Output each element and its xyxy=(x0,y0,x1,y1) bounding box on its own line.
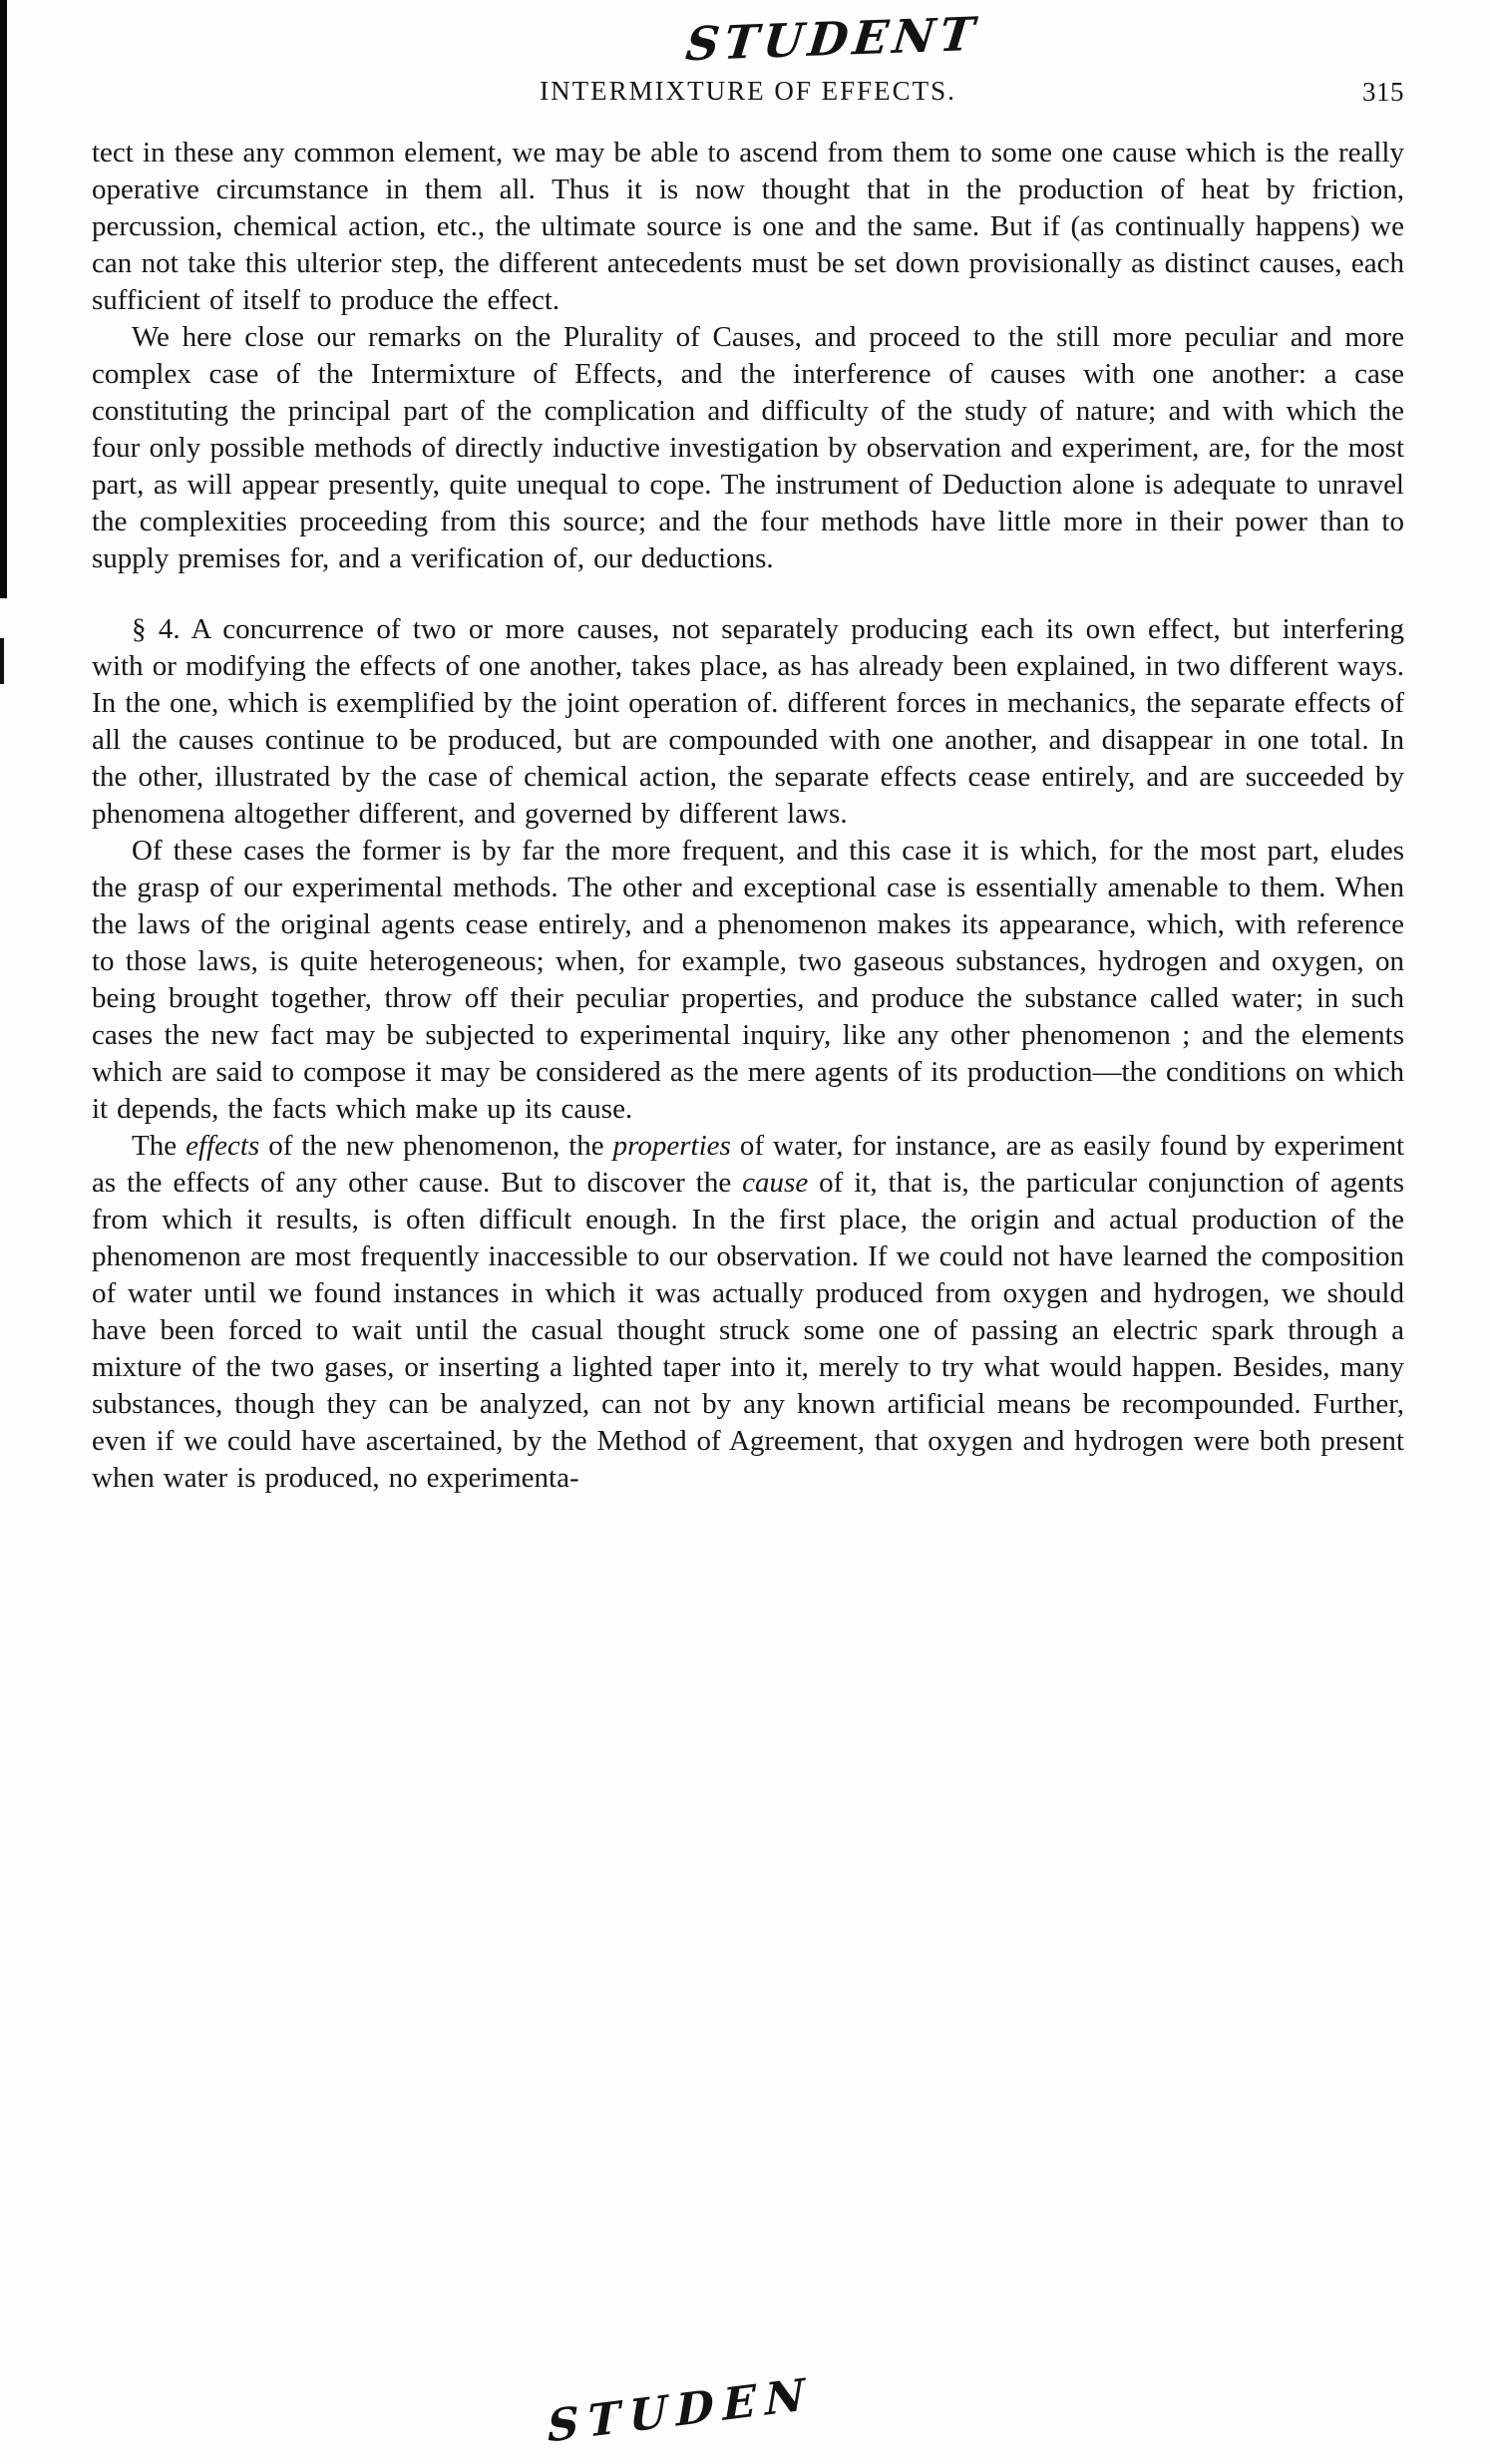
student-stamp-bottom: STUDEN xyxy=(547,2368,815,2453)
page-body xyxy=(92,135,1404,1497)
running-title: INTERMIXTURE OF EFFECTS. xyxy=(540,76,956,106)
text-run: of water, for instance, are as easily found by experiment as the effects of any other cause. But to discover the xyxy=(92,1130,1404,1199)
text-run: of the new phenomenon, the xyxy=(259,1130,613,1162)
paragraph xyxy=(92,611,1404,833)
paragraph xyxy=(92,833,1404,1128)
page-number: 315 xyxy=(1362,77,1404,107)
page-header xyxy=(92,78,1404,105)
italic-text-run: cause xyxy=(742,1167,809,1199)
text-run: The xyxy=(132,1130,186,1162)
text-run: tect in these any common element, we may be able to ascend from them to some one cause which is the really operative circumstance in them all. Thus it is now thought that in the production of heat by friction, percussion, chemical action, etc., the ultimate source is one and the same. But if (as continually happens) we can not take this ulterior step, the different antecedents must be set down provisionally as distinct causes, each sufficient of itself to produce the effect. xyxy=(92,137,1404,316)
paragraph xyxy=(92,135,1404,319)
italic-text-run: effects xyxy=(186,1130,260,1162)
scan-artifact-left-edge xyxy=(0,0,7,598)
scan-artifact-left-tick xyxy=(0,638,4,684)
paragraph xyxy=(92,319,1404,577)
italic-text-run: properties xyxy=(612,1130,731,1162)
paragraph xyxy=(92,1128,1404,1497)
text-run: We here close our remarks on the Plurality of Causes, and proceed to the still more peculiar and more complex case of the Intermixture of Effects, and the interference of causes with one another: a case constituting the principal part of the complication and difficulty of the study of nature; and with which the four only possible methods of directly inductive investigation by observation and experiment, are, for the most part, as will appear presently, quite unequal to cope. The instrument of Deduction alone is adequate to unravel the complexities proceeding from this source; and the four methods have little more in their power than to supply premises for, and a verification of, our deductions. xyxy=(92,321,1404,574)
text-run: § 4. A concurrence of two or more causes, not separately producing each its own effect, but interfering with or modifying the effects of one another, takes place, as has already been explained, in two different ways. In the one, which is exemplified by the joint operation of. different forces in mechanics, the separate effects of all the causes continue to be produced, but are compounded with one another, and disappear in one total. In the other, illustrated by the case of chemical action, the separate effects cease entirely, and are succeeded by phenomena altogether different, and governed by different laws. xyxy=(92,613,1404,830)
text-run: Of these cases the former is by far the more frequent, and this case it is which, for the most part, eludes the grasp of our experimental methods. The other and exceptional case is essentially amenable to them. When the laws of the original agents cease entirely, and a phenomenon makes its appearance, which, with reference to those laws, is quite heterogeneous; when, for example, two gaseous substances, hydrogen and oxygen, on being brought together, throw off their peculiar properties, and produce the substance called water; in such cases the new fact may be subjected to experimental inquiry, like any other phenomenon ; and the elements which are said to compose it may be considered as the mere agents of its production—the conditions on which it depends, the facts which make up its cause. xyxy=(92,835,1404,1125)
text-run: of it, that is, the particular conjunction of agents from which it results, is often difficult enough. In the first place, the origin and actual production of the phenomenon are most frequently inaccessible to our observation. If we could not have learned the composition of water until we found instances in which it was actually produced from oxygen and hydrogen, we should have been forced to wait until the casual thought struck some one of passing an electric spark through a mixture of the two gases, or inserting a lighted taper into it, merely to try what would happen. Besides, many substances, though they can be analyzed, can not by any known artificial means be recompounded. Further, even if we could have ascertained, by the Method of Agreement, that oxygen and hydrogen were both present when water is produced, no experimenta- xyxy=(92,1167,1404,1494)
student-stamp-top: STUDENT xyxy=(683,6,982,72)
